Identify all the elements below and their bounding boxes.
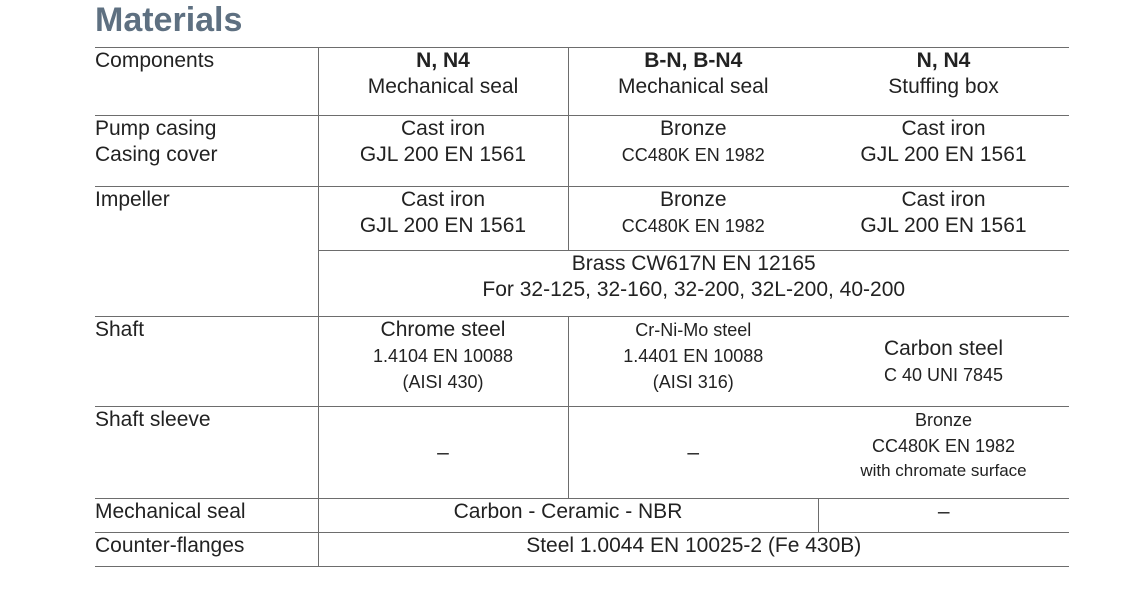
table-cell: Steel 1.0044 EN 10025-2 (Fe 430B): [318, 533, 1069, 567]
table-row: [95, 499, 1069, 533]
table-cell: Brass CW617N EN 12165 For 32-125, 32-160, 32-200, 32L-200, 40-200: [318, 251, 1069, 317]
col2-model: B-N, B-N4: [644, 49, 743, 72]
col1-seal-type: Mechanical seal: [367, 75, 519, 98]
table-cell: Cast iron GJL 200 EN 1561: [318, 187, 568, 251]
table-row: [95, 407, 1069, 499]
header-row: [95, 48, 1069, 116]
table-row: [95, 116, 1069, 187]
page-title: Materials: [95, 1, 243, 39]
table-cell: Bronze CC480K EN 1982: [568, 116, 818, 187]
col1-model: N, N4: [416, 49, 470, 72]
table-row: [95, 533, 1069, 567]
row-label: Pump casing Casing cover: [95, 116, 318, 187]
table-cell: Bronze CC480K EN 1982: [568, 187, 818, 251]
row-label: Mechanical seal: [95, 499, 318, 533]
row-label: Shaft: [95, 317, 318, 407]
table-cell: Carbon - Ceramic - NBR: [318, 499, 818, 533]
col3-model: N, N4: [916, 49, 971, 72]
table-cell: –: [568, 407, 818, 499]
col1-header: [318, 48, 568, 116]
row-label: Shaft sleeve: [95, 407, 318, 499]
table-row: [95, 187, 1069, 251]
components-header: Components: [95, 48, 318, 116]
table-cell: –: [818, 499, 1069, 533]
table-cell: Carbon steel C 40 UNI 7845: [818, 317, 1069, 407]
materials-table: [95, 47, 1069, 567]
table-cell: Cast iron GJL 200 EN 1561: [818, 187, 1069, 251]
table-cell: Bronze CC480K EN 1982 with chromate surface: [818, 407, 1069, 499]
table-cell: Cast iron GJL 200 EN 1561: [818, 116, 1069, 187]
table-cell: Chrome steel 1.4104 EN 10088 (AISI 430): [318, 317, 568, 407]
table-cell: Cast iron GJL 200 EN 1561: [318, 116, 568, 187]
table-cell: Cr-Ni-Mo steel 1.4401 EN 10088 (AISI 316): [568, 317, 818, 407]
col3-seal-type: Stuffing box: [888, 75, 999, 98]
table-row: [95, 317, 1069, 407]
col3-header: [818, 48, 1069, 116]
col2-seal-type: Mechanical seal: [617, 75, 769, 98]
table-cell: –: [318, 407, 568, 499]
row-label: Impeller: [95, 187, 318, 317]
row-label: Counter-flanges: [95, 533, 318, 567]
col2-header: [568, 48, 818, 116]
